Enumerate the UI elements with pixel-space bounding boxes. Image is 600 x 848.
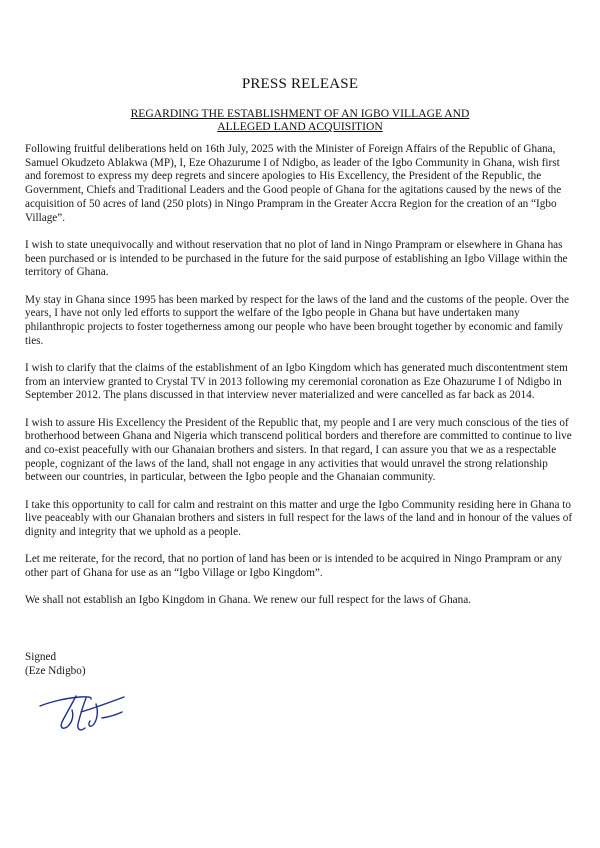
paragraph-no-land-purchased: I wish to state unequivocally and without reservation that no plot of land in Ningo Prampram or elsewhere in Ghana has been purchased or is intended to be purchased in the future for the said purpose of establishing an Igbo Village within the territory of Ghana. [25, 238, 568, 279]
paragraph-clarification: I wish to clarify that the claims of the establishment of an Igbo Kingdom which has generated much discontentment stem from an interview granted to Crystal TV in 2013 following my ceremonial coronation as Eze Ohazurume I of Ndigbo in September 2012. The plans discussed in that interview never materialized and were cancelled as far back as 2014. [25, 361, 568, 402]
paragraph-assurance: I wish to assure His Excellency the President of the Republic that, my people and I are very much conscious of the ties of brotherhood between Ghana and Nigeria which transcend political borders and therefore are committed to continue to live and co-exist peacefully with our Ghanaian brothers and sisters. In that regard, I can assure you that we as a respectable people, cognizant of the laws of the land, shall not engage in any activities that would unravel the strong relationship between our countries, in particular, between the Igbo people and the Ghanaian community. [25, 416, 572, 484]
document-title: PRESS RELEASE [241, 76, 359, 92]
subtitle-line-1: REGARDING THE ESTABLISHMENT OF AN IGBO VILLAGE AND [130, 107, 470, 120]
paragraph-apology: Following fruitful deliberations held on 16th July, 2025 with the Minister of Foreign Affairs of the Republic of Ghana, Samuel Okudzeto Ablakwa (MP), I, Eze Ohazurume I of Ndigbo, as leader of the Igbo Community in Ghana, wish first and foremost to express my deep regrets and sincere apologies to His Excellency, the President of the Republic, the Government, Chiefs and Traditional Leaders and the Good people of Ghana for the agitations caused by the news of the acquisition of 50 acres of land (250 plots) in Ningo Prampram in the Greater Accra Region for the creation of an “Igbo Village”. [25, 143, 562, 224]
handwritten-signature [36, 688, 132, 736]
signature-block [25, 651, 86, 678]
paragraph-reiteration: Let me reiterate, for the record, that no portion of land has been or is intended to be acquired in Ningo Prampram or any other part of Ghana for use as an “Igbo Village or Igbo Kingdom”. [25, 553, 563, 580]
signed-label: Signed [25, 651, 57, 663]
signatory-name: (Eze Ndigbo) [25, 664, 86, 677]
document-body [25, 143, 577, 622]
subtitle-line-2: ALLEGED LAND ACQUISITION [217, 120, 383, 133]
paragraph-call-for-calm: I take this opportunity to call for calm and restraint on this matter and urge the Igbo Community residing here in Ghana to live peaceably with our Ghanaian brothers and sisters in full respect for the laws of the land and in honour of the values of dignity and integrity that we uphold as a people. [25, 498, 573, 539]
paragraph-stay-in-ghana: My stay in Ghana since 1995 has been marked by respect for the laws of the land and the customs of the people. Over the years, I have not only led efforts to support the welfare of the Igbo people in Ghana but have undertaken many philanthropic projects to foster togetherness among our people who have been brought together by economic and family ties. [25, 293, 569, 347]
paragraph-closing-statement: We shall not establish an Igbo Kingdom in Ghana. We renew our full respect for the laws of Ghana. [25, 594, 471, 607]
signature-stroke-3 [78, 698, 86, 730]
signature-stroke-2 [61, 696, 76, 728]
document-subtitle [0, 107, 600, 133]
signature-stroke-6 [102, 712, 122, 718]
signature-stroke-4 [81, 697, 124, 712]
